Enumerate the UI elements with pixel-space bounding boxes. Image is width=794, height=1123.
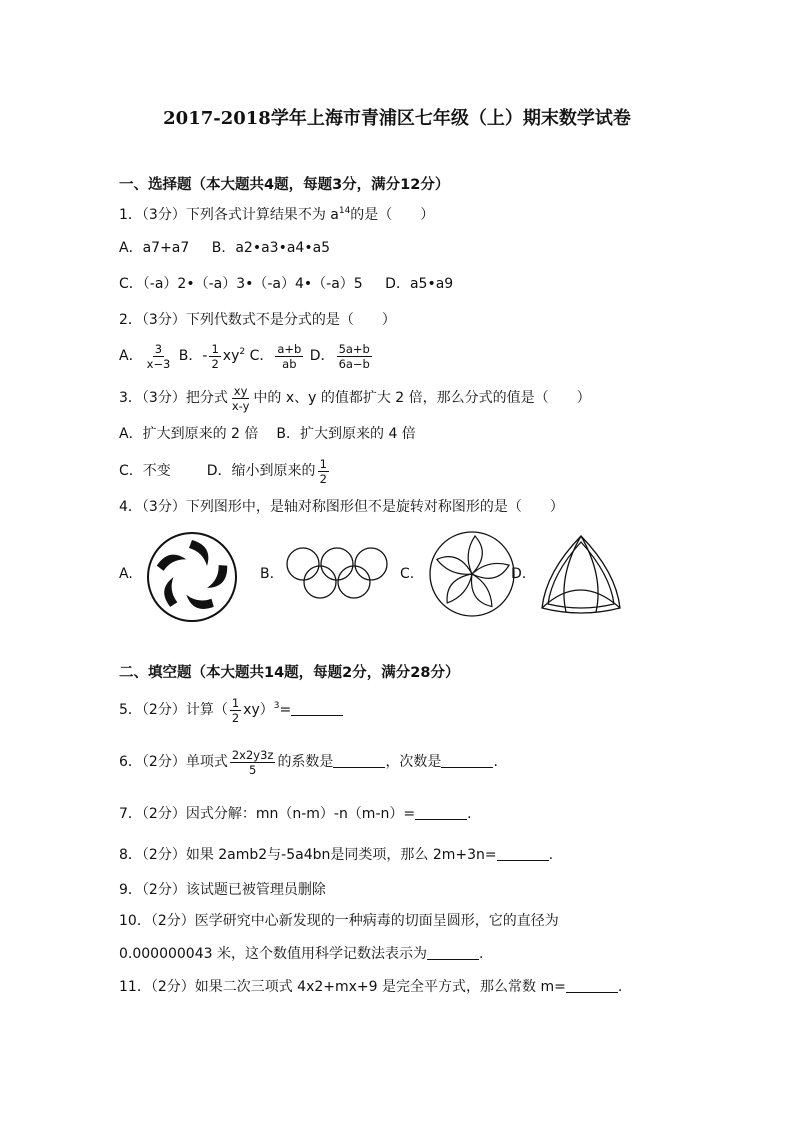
figure-d-label: D. bbox=[511, 566, 527, 582]
question-8: 8．（2分）如果 2amb2与-5a4bn是同类项，那么 2m+3n= . bbox=[119, 847, 554, 863]
question-2-options: A． $\frac{3}{x-3}$ B．- $\frac{1}{2}$ $xy^2$ C． $\frac{a+b}{ab}$ D． $\frac{5a+b}{6a-b}$ bbox=[119, 341, 370, 371]
option-a-text: a7+a7 bbox=[142, 240, 190, 256]
fraction: $\frac{5a+b}{6a-b}$ bbox=[338, 341, 370, 371]
question-3-options-ab: A．扩大到原来的 2 倍 B．扩大到原来的 4 倍 bbox=[119, 426, 416, 442]
fraction: $\frac{1}{2}$ bbox=[231, 695, 240, 725]
figure-b-olympic-rings bbox=[284, 544, 390, 602]
page-title: 2017-2018学年上海市青浦区七年级（上）期末数学试卷 bbox=[163, 108, 631, 129]
fraction: $\frac{2x2y3z}{5}$ bbox=[231, 747, 274, 777]
fraction: $\frac{a+b}{ab}$ bbox=[277, 341, 302, 371]
fraction: $\frac{1}{2}$ bbox=[211, 341, 219, 371]
figure-c-label: C. bbox=[400, 566, 415, 582]
question-11: 11．（2分）如果二次三项式 4x2+mx+9 是完全平方式，那么常数 m= . bbox=[119, 979, 623, 995]
figure-a-label: A. bbox=[119, 566, 133, 582]
question-1-options-ab: A．a7+a7 B．a2•a3•a4•a5 bbox=[119, 240, 331, 256]
answer-blank[interactable] bbox=[427, 945, 479, 960]
question-4-stem: 4．（3分）下列图形中，是轴对称图形但不是旋转对称图形的是（ ） bbox=[119, 499, 564, 515]
question-9: 9．（2分）该试题已被管理员删除 bbox=[119, 882, 326, 898]
answer-blank-degree[interactable] bbox=[441, 753, 493, 768]
fraction: $\frac{1}{2}$ bbox=[319, 456, 327, 486]
question-10-line-1: 10．（2分）医学研究中心新发现的一种病毒的切面呈圆形，它的直径为 bbox=[119, 913, 559, 929]
question-10-line-2: 0.000000043 米，这个数值用科学记数法表示为 . bbox=[119, 946, 484, 962]
answer-blank[interactable] bbox=[497, 846, 549, 861]
question-5: 5．（2分）计算（ $\frac{1}{2}$ xy）$^3$= bbox=[119, 696, 343, 724]
section-heading-fill-in: 二、填空题（本大题共14题，每题2分，满分28分） bbox=[119, 665, 460, 681]
question-7: 7．（2分）因式分解：mn（n-m）-n（m-n）= . bbox=[119, 806, 472, 822]
figure-d-triquetra bbox=[536, 532, 626, 616]
option-c-text: （-a）2•（-a）3•（-a）4•（-a）5 bbox=[142, 276, 363, 292]
option-d-text: a5•a9 bbox=[409, 276, 454, 292]
section-heading-choice: 一、选择题（本大题共4题，每题3分，满分12分） bbox=[119, 177, 450, 193]
option-b-text: a2•a3•a4•a5 bbox=[235, 240, 331, 256]
question-3-stem: 3．（3分）把分式 $\frac{xy}{x-y}$ 中的 x、y 的值都扩大 2 倍，那么分式的值是（ ） bbox=[119, 383, 591, 413]
figure-b-label: B. bbox=[260, 566, 275, 582]
question-1-options-cd: C．（-a）2•（-a）3•（-a）4•（-a）5 D．a5•a9 bbox=[119, 276, 454, 292]
question-1-stem: 1．（3分）下列各式计算结果不为 $a^{14}$的是（ ） bbox=[119, 206, 435, 223]
answer-blank-coefficient[interactable] bbox=[333, 753, 385, 768]
answer-blank[interactable] bbox=[291, 701, 343, 716]
figure-a-swirl-circle bbox=[145, 530, 239, 624]
fraction: $\frac{3}{x-3}$ bbox=[146, 341, 171, 371]
answer-blank[interactable] bbox=[415, 805, 467, 820]
figure-c-pinwheel-circle bbox=[425, 530, 519, 618]
question-2-stem: 2．（3分）下列代数式不是分式的是（ ） bbox=[119, 312, 396, 328]
answer-blank[interactable] bbox=[566, 978, 618, 993]
fraction: $\frac{xy}{x-y}$ bbox=[231, 383, 250, 413]
question-6: 6．（2分）单项式 $\frac{2x2y3z}{5}$ 的系数是 ，次数是 . bbox=[119, 747, 498, 777]
question-3-options-cd: C．不变 D．缩小到原来的 $\frac{1}{2}$ bbox=[119, 456, 327, 486]
